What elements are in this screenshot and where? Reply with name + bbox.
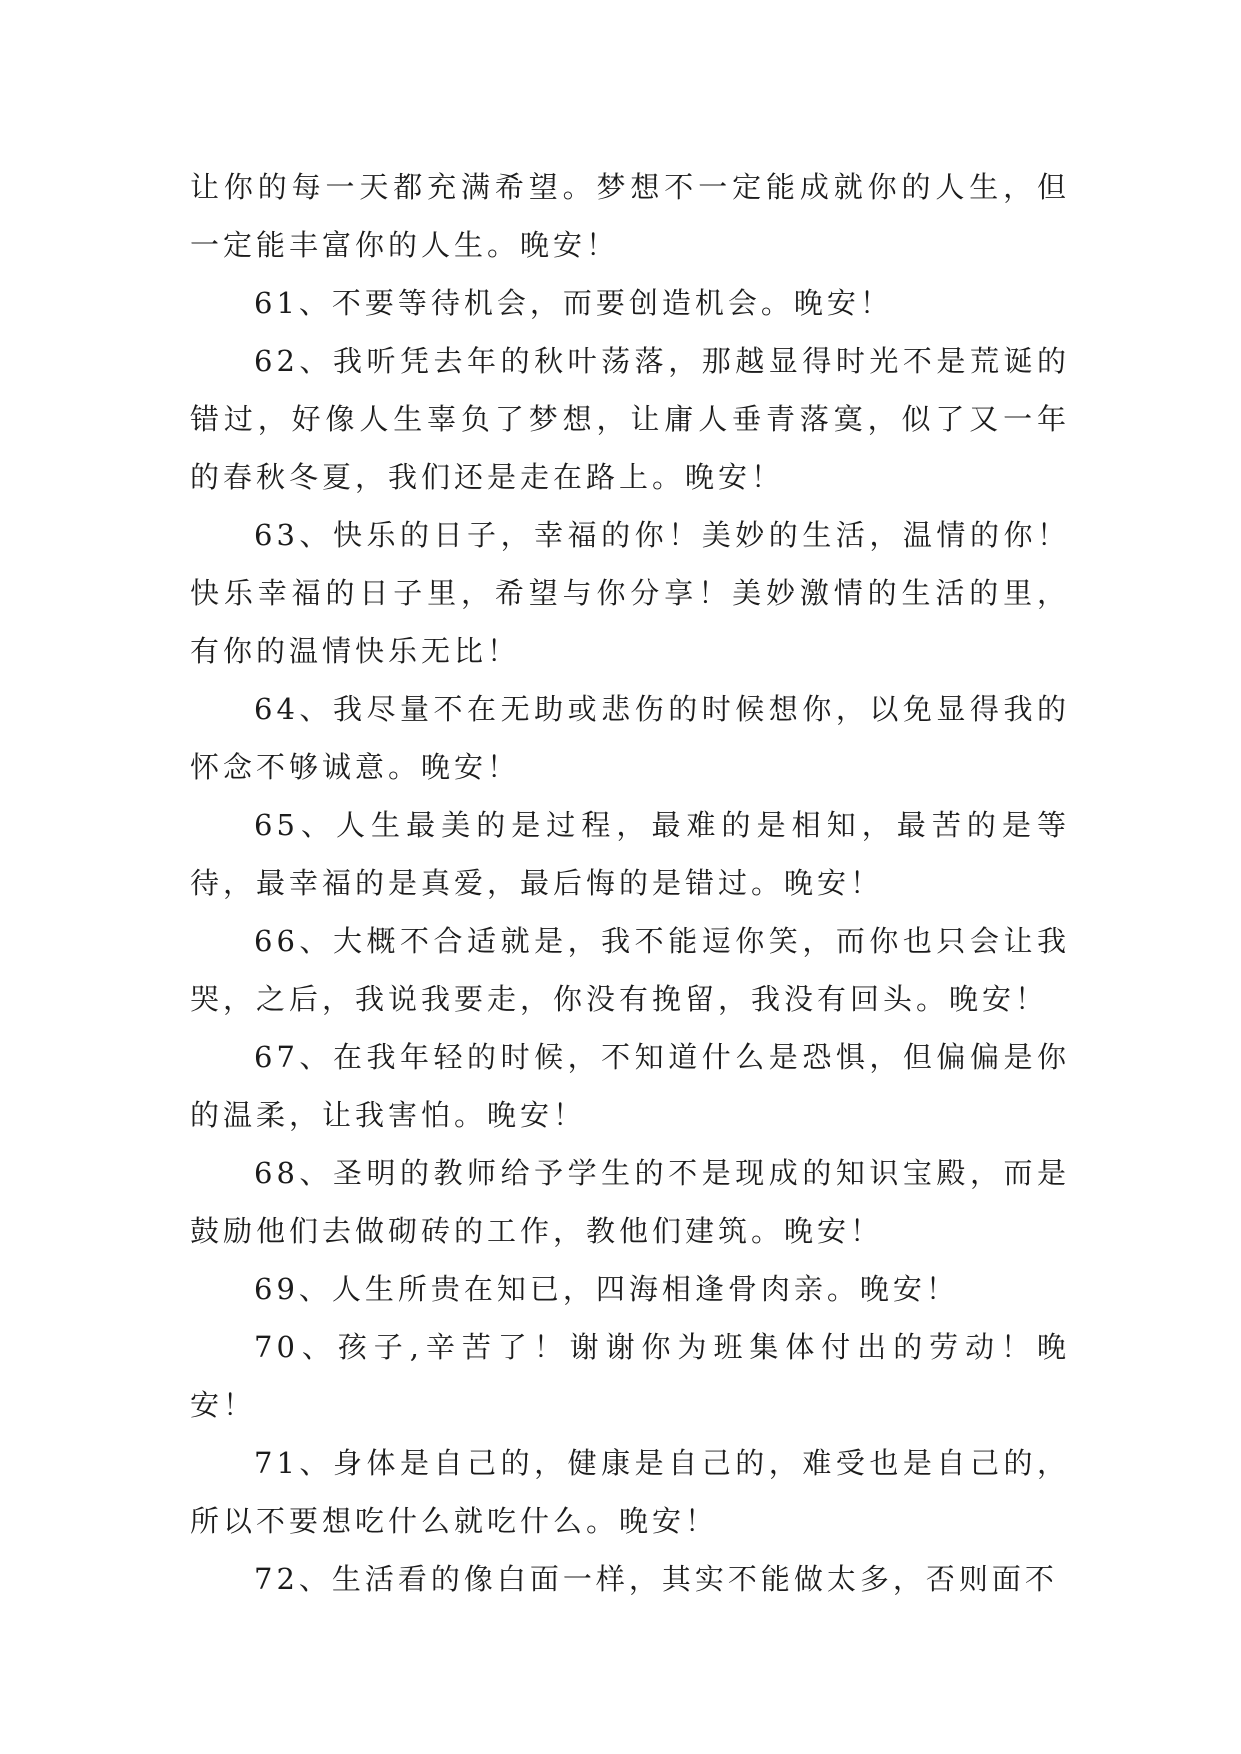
paragraph-72: 72、生活看的像白面一样，其实不能做太多，否则面不 [254, 1562, 1058, 1596]
paragraph-64: 64、我尽量不在无助或悲伤的时候想你，以免显得我的怀念不够诚意。晚安！ [190, 692, 1070, 784]
paragraph-61: 61、不要等待机会，而要创造机会。晚安！ [254, 286, 893, 320]
paragraph-67: 67、在我年轻的时候，不知道什么是恐惧，但偏偏是你的温柔，让我害怕。晚安！ [190, 1040, 1070, 1132]
paragraph-continuation: 让你的每一天都充满希望。梦想不一定能成就你的人生，但一定能丰富你的人生。晚安！ [190, 170, 1070, 262]
paragraph-62: 62、我听凭去年的秋叶荡落，那越显得时光不是荒诞的错过，好像人生辜负了梦想，让庸人垂青落寞，似了又一年的春秋冬夏，我们还是走在路上。晚安！ [190, 344, 1070, 494]
paragraph-69: 69、人生所贵在知已，四海相逢骨肉亲。晚安！ [254, 1272, 959, 1306]
paragraph-70: 70、孩子,辛苦了！谢谢你为班集体付出的劳动！晚安！ [190, 1330, 1070, 1422]
paragraph-66: 66、大概不合适就是，我不能逗你笑，而你也只会让我哭，之后，我说我要走，你没有挽留，我没有回头。晚安！ [190, 924, 1070, 1016]
paragraph-68: 68、圣明的教师给予学生的不是现成的知识宝殿，而是鼓励他们去做砌砖的工作，教他们建筑。晚安！ [190, 1156, 1070, 1248]
paragraph-63: 63、快乐的日子，幸福的你！美妙的生活，温情的你！快乐幸福的日子里，希望与你分享！美妙激情的生活的里，有你的温情快乐无比！ [190, 518, 1070, 668]
paragraph-71: 71、身体是自己的，健康是自己的，难受也是自己的，所以不要想吃什么就吃什么。晚安！ [190, 1446, 1070, 1538]
paragraph-65: 65、人生最美的是过程，最难的是相知，最苦的是等待，最幸福的是真爱，最后悔的是错过。晚安！ [190, 808, 1070, 900]
body-text [190, 158, 1070, 1608]
